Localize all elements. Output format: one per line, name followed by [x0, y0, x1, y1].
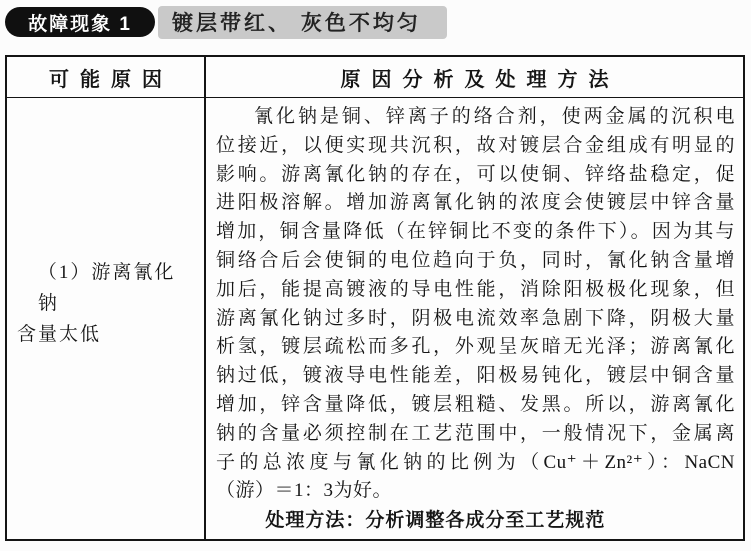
analysis-line: 钠的含量必须控制在工艺范围中，一般情况下，金属离: [216, 422, 735, 444]
cause-text-line1: （1）游离氰化钠: [37, 262, 176, 314]
analysis-line: 加后，能提高镀液的导电性能，消除阳极极化现象，但: [216, 278, 735, 300]
analysis-line: 进阳极溶解。增加游离氰化钠的浓度会使镀层中锌含量: [216, 192, 735, 214]
analysis-line: 钠过低，镀液导电性能差，阳极易钝化，镀层中铜含量: [216, 365, 735, 387]
header-analysis-treatment: 原因分析及处理方法: [340, 68, 620, 91]
analysis-line: 位接近，以便实现共沉积，故对镀层合金组成有明显的: [216, 134, 735, 156]
analysis-line: （游）＝1：3为好。: [216, 480, 393, 502]
fault-analysis-table: [5, 55, 745, 541]
cause-cell: [7, 98, 206, 539]
analysis-paragraph: [216, 103, 735, 506]
table-header-row: [7, 57, 743, 98]
header-possible-cause: 可能原因: [7, 57, 206, 97]
treatment-method-text: 处理方法：分析调整各成分至工艺规范: [265, 510, 606, 532]
analysis-line: 铜络合后会使铜的电位趋向于负，同时，氰化钠含量增: [216, 249, 735, 271]
fault-number-badge: 故障现象 1: [5, 7, 155, 37]
cause-text-line2: 含量太低: [17, 324, 102, 345]
analysis-line: 增加，锌含量降低，镀层粗糙、发黑。所以，游离氰化: [216, 393, 735, 415]
fault-badge-row: [5, 4, 447, 40]
analysis-line: 子的总浓度与氰化钠的比例为（Cu⁺＋Zn²⁺）：NaCN: [216, 451, 735, 473]
analysis-line: 增加，铜含量降低（在锌铜比不变的条件下）。因为其与: [216, 221, 735, 243]
analysis-cell: [206, 98, 743, 539]
analysis-line: 影响。游离氰化钠的存在，可以使铜、锌络盐稳定，促: [216, 163, 735, 185]
analysis-line: 析氢，镀层疏松而多孔，外观呈灰暗无光泽；游离氰化: [216, 336, 735, 358]
fault-description-badge: 镀层带红、 灰色不均匀: [158, 6, 447, 39]
analysis-line: 游离氰化钠过多时，阴极电流效率急剧下降，阴极大量: [216, 307, 735, 329]
table-body-row: [7, 98, 743, 539]
analysis-line: 氰化钠是铜、锌离子的络合剂，使两金属的沉积电: [254, 106, 735, 127]
